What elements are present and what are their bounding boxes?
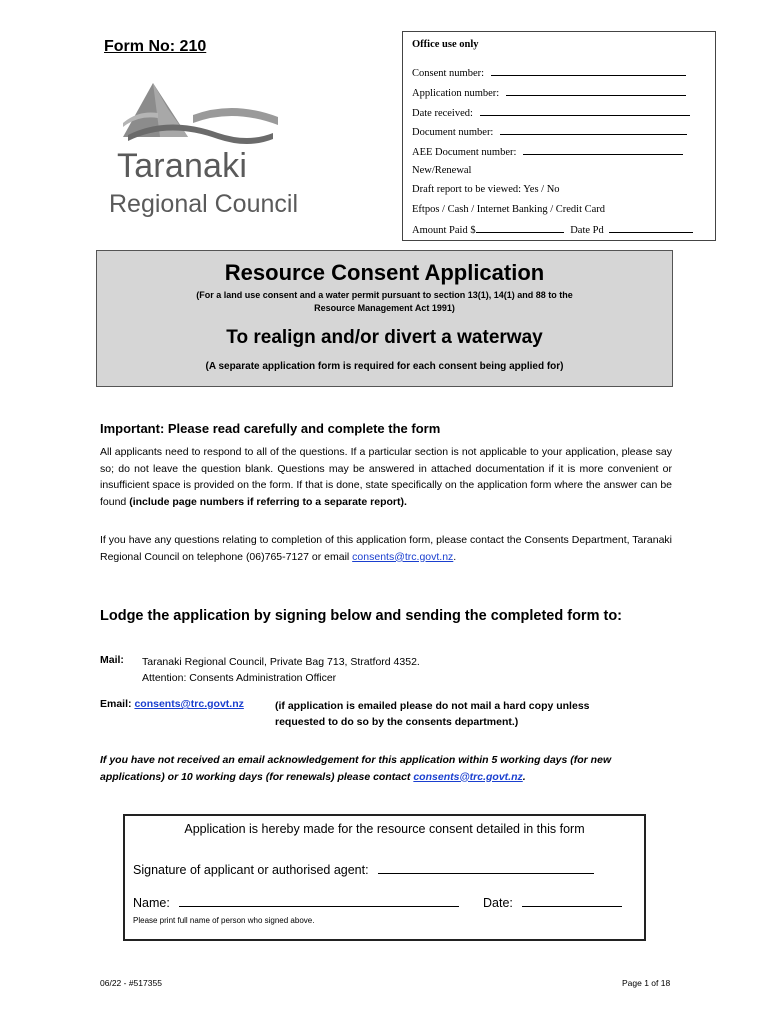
signature-label: Signature of applicant or authorised agent: (133, 863, 369, 877)
separate-form-note: (A separate application form is required for each consent being applied for) (205, 361, 564, 372)
consent-number-label: Consent number: (412, 68, 485, 79)
form-number: Form No: 210 (104, 38, 207, 55)
signature-box (123, 814, 646, 941)
instructions-text: All applicants need to respond to all of the questions. If a particular section is not applicable to your application, please say so; do not leave the question blank. Questions may be answered in attached documentation if it is more convenient or insufficient space is provided on the form. If that is done, state specifically on the application form where the answer can be found (100, 446, 672, 508)
draft-report-label: Draft report to be viewed: Yes / No (412, 184, 560, 195)
subtitle-line-1: (For a land use consent and a water permit pursuant to section 13(1), 14(1) and 88 to the (196, 290, 573, 300)
acknowledgement-end: . (522, 770, 526, 783)
contact-paragraph (100, 532, 672, 565)
aee-document-number-field[interactable] (412, 145, 683, 158)
document-reference: 06/22 - #517355 (100, 978, 162, 988)
email-note (275, 698, 590, 730)
consent-type-title: To realign and/or divert a waterway (226, 327, 543, 348)
lodge-email-link[interactable]: consents@trc.govt.nz (134, 698, 244, 710)
new-renewal-label: New/Renewal (412, 165, 472, 176)
acknowledgement-note (100, 752, 675, 785)
signature-box-heading: Application is hereby made for the resource consent detailed in this form (184, 822, 585, 836)
name-label: Name: (133, 896, 170, 910)
date-received-field[interactable] (412, 106, 690, 119)
date-label: Date: (483, 896, 513, 910)
email-note-line-2: requested to do so by the consents department.) (275, 716, 519, 728)
print-name-note: Please print full name of person who signed above. (133, 916, 315, 925)
title-subtitle (97, 289, 672, 315)
mail-address-line-1: Taranaki Regional Council, Private Bag 713, Stratford 4352. (142, 656, 420, 668)
aee-document-number-label: AEE Document number: (412, 147, 517, 158)
date-paid-label: Date Pd (570, 225, 604, 236)
name-field[interactable] (133, 894, 459, 910)
email-row (100, 698, 244, 710)
contact-end: . (453, 550, 457, 563)
consent-number-field[interactable] (412, 66, 686, 79)
page-title: Resource Consent Application (224, 260, 545, 285)
application-number-label: Application number: (412, 88, 500, 99)
document-number-field[interactable] (412, 125, 687, 138)
amount-paid-field[interactable] (412, 223, 693, 236)
subtitle-line-2: Resource Management Act 1991) (314, 303, 455, 313)
instructions-paragraph (100, 444, 672, 510)
payment-methods-label: Eftpos / Cash / Internet Banking / Credit Card (412, 204, 606, 215)
mail-address (142, 654, 420, 686)
acknowledgement-text: If you have not received an email acknowledgement for this application within 5 working days (for new applications) or 10 working days (for renewals) please contact (100, 754, 612, 783)
document-number-label: Document number: (412, 127, 494, 138)
mail-address-line-2: Attention: Consents Administration Officer (142, 672, 337, 684)
mail-label: Mail: (100, 654, 124, 666)
acknowledgement-email-link[interactable]: consents@trc.govt.nz (413, 770, 523, 783)
date-received-label: Date received: (412, 108, 473, 119)
email-label: Email: (100, 698, 132, 710)
important-heading: Important: Please read carefully and complete the form (100, 421, 441, 436)
contact-email-link[interactable]: consents@trc.govt.nz (352, 550, 454, 563)
title-box (96, 250, 673, 387)
application-number-field[interactable] (412, 86, 686, 99)
email-note-line-1: (if application is emailed please do not mail a hard copy unless (275, 700, 590, 712)
lodge-heading: Lodge the application by signing below and sending the completed form to: (100, 608, 623, 624)
amount-paid-label: Amount Paid $ (412, 225, 476, 236)
contact-text: If you have any questions relating to completion of this application form, please contact the Consents Department, Taranaki Regional Council on telephone (06)765-7127 or email (100, 534, 672, 563)
date-field[interactable] (483, 894, 622, 910)
logo-subname: Regional Council (109, 190, 299, 218)
signature-field[interactable] (133, 861, 594, 877)
instructions-bold-text: (include page numbers if referring to a separate report). (129, 495, 407, 508)
page-number: Page 1 of 18 (622, 978, 671, 988)
logo-name: Taranaki (117, 147, 248, 185)
office-use-box (402, 31, 716, 241)
office-use-title: Office use only (412, 39, 479, 50)
